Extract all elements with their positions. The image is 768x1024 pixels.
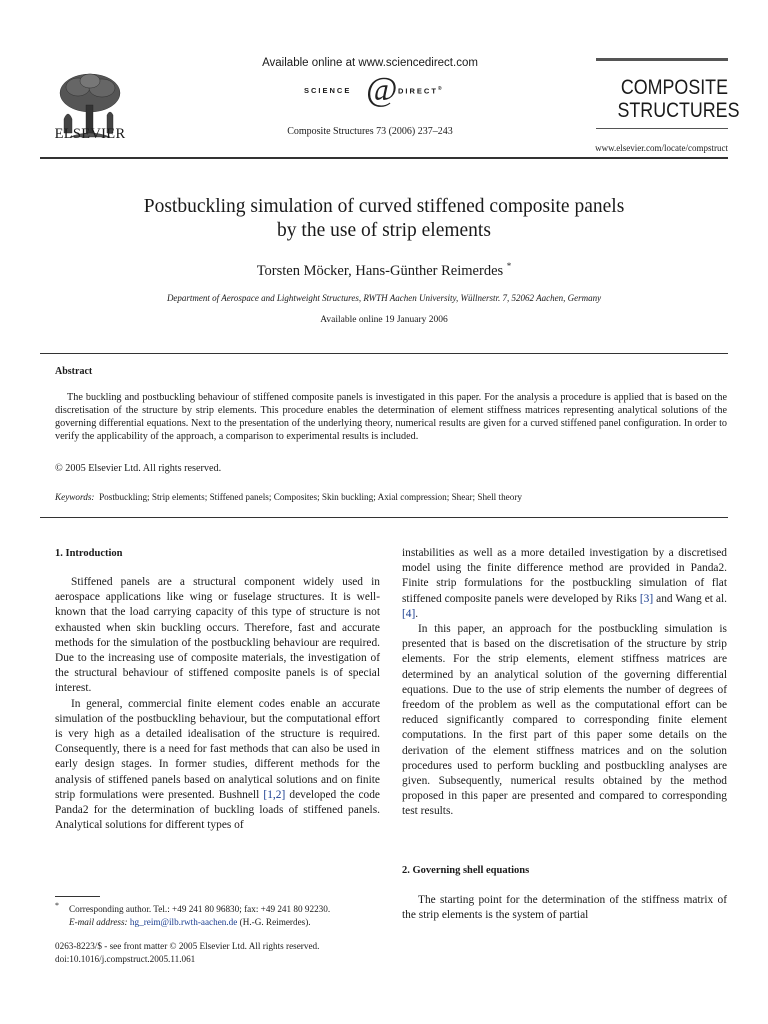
journal-title-line1: COMPOSITE	[620, 76, 728, 99]
email-link[interactable]: hg_reim@ilb.rwth-aachen.de	[129, 917, 238, 928]
footnote-contact: Corresponding author. Tel.: +49 241 80 96830; fax: +49 241 80 92230.	[69, 904, 331, 915]
abstract-text	[55, 391, 727, 443]
journal-title-line2: STRUCTURES	[617, 99, 740, 122]
article-title-line1: Postbuckling simulation of curved stiffened composite panels	[143, 196, 625, 217]
email-suffix: (H.-G. Reimerdes).	[239, 917, 311, 928]
right-column	[402, 546, 727, 820]
abstract-copyright: © 2005 Elsevier Ltd. All rights reserved.	[55, 463, 222, 474]
journal-title-bottom-rule	[596, 128, 728, 129]
left-column	[55, 575, 380, 833]
available-online-text: Available online at www.sciencedirect.com	[262, 57, 478, 69]
section-2-body	[402, 893, 727, 923]
email-label: E-mail address:	[69, 917, 128, 928]
citation-link[interactable]: [3]	[639, 592, 654, 605]
doi-line[interactable]: doi:10.1016/j.compstruct.2005.11.061	[55, 954, 196, 964]
keywords-list: Postbuckling; Strip elements; Stiffened panels; Composites; Skin buckling; Axial compression; Shear; Shell theory	[99, 492, 522, 502]
abstract-paragraph: The buckling and postbuckling behaviour of stiffened composite panels is investigated in this paper. For the analysis a procedure is applied that is based on the discretisation of the structure by strip elements. This procedure enables the determination of element stiffness matrices representing analytical solutions of the governing differential equations. Next to the presentation of the underlying theory, numerical results are given for a curved stiffened panel configuration. In order to verify the applicability of the approach, a comparison to experimental results is included.	[55, 392, 727, 442]
abstract-bottom-rule	[40, 517, 728, 518]
publisher-name: ELSEVIER	[54, 126, 126, 142]
corresponding-author-mark[interactable]: *	[506, 261, 512, 271]
intro-paragraph-1: Stiffened panels are a structural component widely used in aerospace applications like wing or fuselage structures. It is well-known that the load carrying capacity of this type of structure is not exhausted when skin buckling occurs. Therefore, fast and accurate methods for the simulation of the postbuckling behaviour are required. Due to the increasing use of composite materials, the investigation of the structural behaviour of stiffened composite panels is of special interest.	[55, 576, 380, 695]
svg-text:@: @	[366, 71, 398, 108]
authors	[60, 261, 708, 280]
journal-reference: Composite Structures 73 (2006) 237–243	[287, 126, 453, 137]
keywords-label: Keywords:	[55, 492, 95, 502]
abstract-heading: Abstract	[55, 366, 93, 377]
section-2-paragraph-1: The starting point for the determination of the stiffness matrix of the strip elements is the system of partial	[402, 894, 727, 922]
citation-link[interactable]: [4]	[402, 607, 416, 620]
section-1-heading: 1. Introduction	[55, 548, 123, 559]
author-names: Torsten Möcker, Hans-Günther Reimerdes	[256, 262, 504, 279]
keywords	[55, 492, 727, 502]
footnote-mark: *	[55, 901, 59, 910]
issn-block	[55, 940, 385, 966]
header-rule	[40, 157, 728, 159]
affiliation: Department of Aerospace and Lightweight Structures, RWTH Aachen University, Wüllnerstr. 7, 52062 Aachen, Germany	[166, 293, 602, 303]
journal-title-top-rule	[596, 58, 728, 61]
sciencedirect-at-icon	[364, 71, 398, 108]
journal-title	[617, 76, 740, 122]
journal-url[interactable]: www.elsevier.com/locate/compstruct	[595, 143, 728, 153]
article-title-line2: by the use of strip elements	[277, 220, 491, 241]
citation-link[interactable]: [1,2]	[263, 788, 286, 801]
right-paragraph-1: In this paper, an approach for the postbuckling simulation is presented that is based on the discretisation of the structure by strip elements. For the strip elements, element stiffness matrices are determined by an analytical solution of the governing differential equations. Due to the use of strip elements the number of degrees of freedom of the problem as well as the computational effort can be reduced significantly compared to corresponding finite element computations. In the first part of this paper some details on the derivation of the element stiffness matrices and on the solution procedures used to perform buckling and postbuckling analyses are given. Subsequently, numerical results obtained by the method proposed in this paper are presented and compared to corresponding test results.	[402, 623, 727, 818]
sciencedirect-right-text: DIRECT®	[398, 86, 444, 96]
issn-line: 0263-8223/$ - see front matter © 2005 Elsevier Ltd. All rights reserved.	[55, 941, 320, 951]
abstract-top-rule	[40, 353, 728, 354]
available-online-date: Available online 19 January 2006	[320, 315, 448, 325]
section-2-heading: 2. Governing shell equations	[402, 865, 530, 876]
footnote	[55, 899, 385, 929]
footnote-rule	[55, 896, 100, 897]
sciencedirect-left-text: SCIENCE	[304, 86, 352, 95]
intro-paragraph-2: In general, commercial finite element codes enable an accurate simulation of the postbuckling behaviour, but the computational effort is very high as a detailed idealisation of the structure is required. Consequently, there is a need for fast methods that can also be used in early design stages. In former studies, different methods for the analysis of stiffened panels based on analytical solutions and on finite strip formulations were presented. Bushnell [1,2] developed the code Panda2 for the determination of buckling loads of stiffened panels. Analytical solutions for different types of	[55, 697, 380, 832]
article-title	[60, 195, 708, 243]
right-paragraph-0: instabilities as well as a more detailed investigation by a discretised model using the finite difference method are provided in Panda2. Finite strip formulations for the postbuckling simulation of flat stiffened composite panels were developed by Riks [3] and Wang et al. [4].	[402, 547, 727, 620]
